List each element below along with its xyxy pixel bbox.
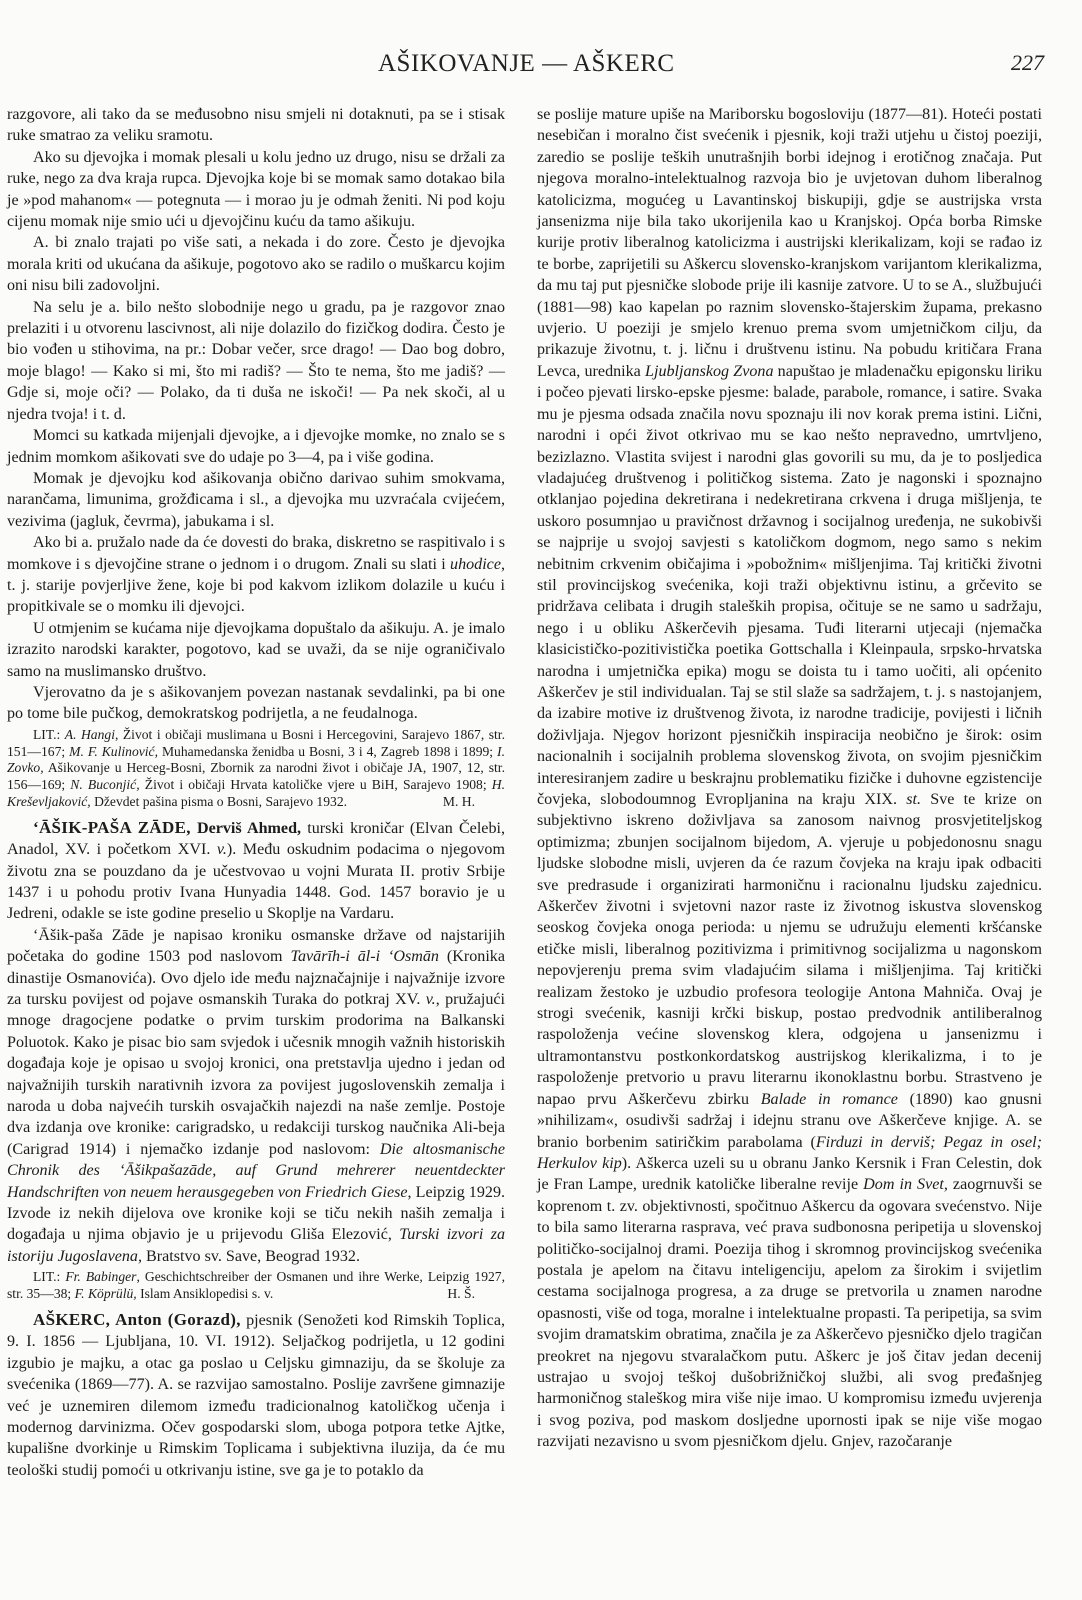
author-signature: H. Š. [447,1286,475,1302]
paragraph: Na selu je a. bilo nešto slobodnije nego u gradu, pa je razgovor znao prelaziti i u otvorenu lascivnost, ali nije dolazilo do fizičkog dodira. Često je bio vođen u stihovima, na pr.: Dobar večer, srce drago! — Dao bog dobro, moje blago! — Kako si mi, što mi radiš? — Što te nema, što me jadiš? — Gdje si, moje oči? — Polako, da ti duša ne iskoči! — Pa nek skoči, al u njedra tvoja! i t. d. [7,298,505,423]
right-column [537,104,1042,1453]
paragraph: A. bi znalo trajati po više sati, a nekada i do zore. Često je djevojka morala kriti od ukućana da ašikuje, pogotovo ako se radilo o muškarcu kojim oni nisu bili zadovoljni. [7,234,505,295]
entry-askerc: AŠKERC, Anton (Gorazd), pjesnik (Senožeti kod Rimskih Toplica, 9. I. 1856 — Ljubljana, 10. VI. 1912). Seljačkog podrijetla, u 12 godini izgubio je majku, a otac ga poslao u Celjsku gimnaziju, da se školuje za svećenika (1869—77). A. se razvijao samostalno. Poslije završene gimnazije već je uznemiren dilemom između tradicionalnog katoličkog učenja i modernog darvinizma. Očev gospodarski slom, uboga potpora tetke Ajtke, kupališne dvorkinje u Rimskim Toplicama i subjektivna iluzija, da će mu teološki studij pomoći u otkrivanju istine, sve ga je to potaklo da [7,1309,505,1479]
paragraph: razgovore, ali tako da se međusobno nisu smjeli ni dotaknuti, pa se i stisak ruke smatrao za veliku sramotu. [7,106,505,145]
paragraph: Momci su katkada mijenjali djevojke, a i djevojke momke, no znalo se s jednim momkom ašikovati sve do udaje po 3—4, pa i više godina. [7,427,505,466]
entry-asik-pasa-zade: ʻĀŠIK-PAŠA ZĀDE, Derviš Ahmed, turski kroničar (Elvan Čelebi, Anadol, XV. i početkom XVI. v.). Među oskudnim podacima o njegovom životu zna se pouzdano da je učestvovao u vojni Murata II. protiv Srbije 1437 i u pohodu protiv Ivana Hunyadia 1448. God. 1457 boravio je u Jedreni, odakle se iste godine preselio u Skoplje na Vardaru. [7,817,505,923]
page-number: 227 [1011,50,1044,75]
left-column [7,104,505,1481]
page-header [0,50,1082,80]
bibliography: LIT.: Fr. Babinger, Geschichtschreiber der Osmanen und ihre Werke, Leipzig 1927, str. 35—38; F. Köprülü, Islam Ansiklopedisi s. v. H. Š. [7,1269,505,1302]
paragraph: se poslije mature upiše na Mariborsku bogosloviju (1877—81). Hoteći postati nesebičan i moralno čist svećenik i pjesnik, koji traži utjehu u čistoj poeziji, zaredio se poslije teških unutrašnjih borbi idejnog i erotičnog značaja. Put njegova moralno-intelektualnog razvoja bio je uvjetovan duhom liberalnog katolicizma, mogućeg u Lavantinskoj biskupiji, gdje se austrijska vrsta jansenizma nije bila tako ukorijenila kao u Kranjskoj. Opća borba Rimske kurije protiv liberalnog katolicizma i austrijski klerikalizam, koji se rađao iz te borbe, zaprijetili su Aškercu slovensko-kranjskom varijantom klerikalizma, da mu taj put pjesničke slobode prije ili kasnije zatvore. U to se A., službujući (1881—98) kao kapelan po raznim slovensko-štajerskim župama, prekasno uvjerio. U poeziji je smjelo krenuo prema svom umjetničkom cilju, da prikazuje životnu, t. j. ličnu i društvenu istinu. Na pobudu kritičara Frana Levca, urednika Ljubljanskog Zvona napuštao je mladenačku epigonsku liriku i počeo pjevati lirsko-epske pjesme: balade, parabole, romance, i satire. Svaka mu je pjesma odsada značila novu spoznaju ili nov korak prema istini. Lični, narodni i opći život otkrivao mu se kao nešto nepravedno, umrtvljeno, bezizlazno. Vlastita svijest i narodni glas govorili su mu, da je to posljedica vladajućeg društvenog i političkog sistema. Zato je nagonski i spoznajno otklanjao pojedina dekretirana i nedekretirana crkvena i druga mišljenja, te uskoro posumnjao u pravičnost državnog i socijalnog uređenja, ne sukobivši se najprije u svojoj savjesti s katoličkom dogmom, nego samo s nekim nebitnim crkvenim običajima i »pobožnim« mišljenjima. Taj kritički životni stil provincijskog svećenika, koji traži objektivnu istinu, a grčevito se pridržava celibata i drugih staleških propisa, očituje se ne samo u sadržaju, nego i u obliku Aškerčevih pjesama. Tuđi literarni utjecaji (njemačka klasicističko-pozitivistička poetika Gottschalla i Kleinpaula, srpsko-hrvatska narodna i umjetnička epika) mogu se doista tu i tamo uočiti, ali općenito Aškerčev je stil individualan. Taj se stil slaže sa sadržajem, t. j. s nastojanjem, da izabire motive iz društvenog života, iz narodne tradicije, povijesti i ličnih doživljaja. Njegov horizont pjesničkih inspiracija neobično je širok: osim nacionalnih i socijalnih problema slovenskog života, on svojim pjesničkim interesiranjem zadire u beskrajnu problematiku fizičke i duhovne egzistencije čovjeka, slobodoumnog Evropljanina na kraju XIX. st. Sve te krize on subjektivno iskreno doživljava sa zanosom naivnog prosvjetiteljskog optimizma; zbunjen socijalnom bijedom, A. vjeruje u pobjedonosnu snagu ljudske slobodne misli, uvjeren da će razum čovjeka na kraju ipak odbaciti sve predrasude i organizirati harmoničnu i racionalnu ljudsku zajednicu. Aškerčev životni i svjetovni nazor raste iz životnog iskustva slovenskog seoskog čovjeka onoga perioda: u njemu se udružuju elementi kršćanske etičke misli, liberalnog pozitivizma i primitivnog socijalizma u nagonskom nepovjerenju prema svim vladajućim silama i mišljenjima. Taj kritički realizam žestoko je uzbudio profesora teologije Antona Mahniča. Ovaj je strogi svećenik, kasniji krčki biskup, postao predvodnik antiliberalnog raspoloženja većine slovenskog klera, odgojena u jansenizmu i ultramontanstvu postkonkordatskog austrijskog klerikalizma, i to je raspoloženje pretvorio u pravu literarnu ikonoklastnu borbu. Strastveno je napao prvu Aškerčevu zbirku Balade in romance (1890) kao gnusni »nihilizam«, osudivši sadržaj i idejnu stranu ove Aškerčeve knjige. A. se branio borbenim satiričkim parabolama (Firduzi in derviš; Pegaz in osel; Herkulov kip). Aškerca uzeli su u obranu Janko Kersnik i Fran Celestin, dok je Fran Lampe, urednik katoličke liberalne revije Dom in Svet, zaogrnuvši se koprenom t. zv. objektivnosti, spočitnuo Aškercu da ogovara svećenstvo. Nije to bila samo literarna rasprava, već prava sudbonosna peripetija u slovenskoj političko-socijalnoj drami. Poezija tihog i skromnog provincijskog svećenika postala je apelom na čitavu inteligenciju, apelom za širokim i svijetlim cestama socijalnoga progresa, a za druge se pretvorila u znamen narodne opasnosti, više od toga, moralne i intelektualne propasti. Ta peripetija, sa svim svojim dramatskim obratima, značila je za Aškerčevo pjesničko djelo tragičan preokret na njegovu stvaralačkom putu. Aškerc je još čitav jedan decenij ustrajao u svojoj teškoj dušobrižničkoj službi, ali svog pređašnjeg harmoničnog staleškog mira više nije imao. U kompromisu između uvjerenja i svog poziva, pod maskom dosljedne upornosti ipak se nije više mogao razvijati nezavisno u svom pjesničkom djelu. Gnjev, razočaranje [537,106,1043,1451]
paragraph: Momak je djevojku kod ašikovanja obično darivao suhim smokvama, narančama, limunima, grožđicama i sl., a djevojka mu uzvraćala cvijećem, vezivima (jagluk, čevrma), jabukama i sl. [7,469,505,530]
paragraph: Vjerovatno da je s ašikovanjem povezan nastanak sevdalinki, pa bi one po tome bile pučkog, demokratskog podrijetla, a ne feudalnoga. [7,683,505,723]
paragraph: Ako su djevojka i momak plesali u kolu jedno uz drugo, nisu se držali za ruke, nego za dva kraja rupca. Djevojka koje bi se momak samo dotakao bila je »pod mahanom« — potegnuta — i morao ju je odmah ženiti. Ni pod koju cijenu momak nije smio ući u djevojčinu kuću da tamo ašikuju. [7,148,505,231]
running-title: AŠIKOVANJE — AŠKERC [378,50,675,77]
headword: ʻĀŠIK-PAŠA ZĀDE, [33,817,191,837]
author-signature: M. H. [442,793,475,809]
bibliography: LIT.: A. Hangi, Život i običaji muslimana u Bosni i Hercegovini, Sarajevo 1867, str. 151—167; M. F. Kulinović, Muhamedanska ženidba u Bosni, 3 i 4, Zagreb 1898 i 1899; I. Zovko, Ašikovanje u Herceg-Bosni, Zbornik za narodni život i običaje JA, 1907, 12, str. 156—169; N. Buconjić, Život i običaji Hrvata katoličke vjere u BiH, Sarajevo 1908; H. Kreševljaković, Dževdet pašina pisma o Bosni, Sarajevo 1932. M. H. [7,726,505,809]
paragraph: U otmjenim se kućama nije djevojkama dopuštalo da ašikuju. A. je imalo izrazito narodski karakter, pogotovo, kad se uvaži, da se nije ograničivalo samo na muslimansko društvo. [7,619,505,680]
headword: AŠKERC, Anton (Gorazd), [33,1309,241,1329]
paragraph: Ako bi a. pružalo nade da će dovesti do braka, diskretno se raspitivalo i s momkove i s djevojčine strane o jednom i o drugom. Znali su slati i uhodice, t. j. starije povjerljive žene, koje bi pod kakvom izlikom dolazile u kuću i propitkivale se o momku ili djevojci. [7,534,505,616]
paragraph: ʻĀšik-paša Zāde je napisao kroniku osmanske države od najstarijih početaka do godine 1503 pod naslovom Tavārīh-i āl-i ʻOsmān (Kronika dinastije Osmanovića). Ovo djelo ide među najznačajnije i najvažnije izvore za tursku povijest od pojave osmanskih Turaka do potkraj XV. v., pružajući mnoge dragocjene podatke o prvim turskim prodorima na Balkanski Poluotok. Kako je pisac bio sam svjedok i učesnik mnogih važnih historiskih događaja koje je opisao u svojoj kronici, ona pretstavlja ujedno i jedan od najvažnijih turskih narativnih izvora za povijest jugoslovenskih zemalja i naroda u doba najvećih turskih osvajačkih najezdi na naše zemlje. Postoje dva izdanja ove kronike: carigradsko, u redakciji turskog naučnika Ali-beja (Carigrad 1914) i njemačko izdanje pod naslovom: Die altosmanische Chronik des ʻĀšikpašazāde, auf Grund mehrerer neuentdeckter Handschriften von neuem herausgegeben von Friedrich Giese, Leipzig 1929. Izvode iz nekih dijelova ove kronike koji se tiču nekih naših zemalja i događaja u njima objavio je u prijevodu Gliša Elezović, Turski izvori za istoriju Jugoslavena, Bratstvo sv. Save, Beograd 1932. [7,926,506,1265]
